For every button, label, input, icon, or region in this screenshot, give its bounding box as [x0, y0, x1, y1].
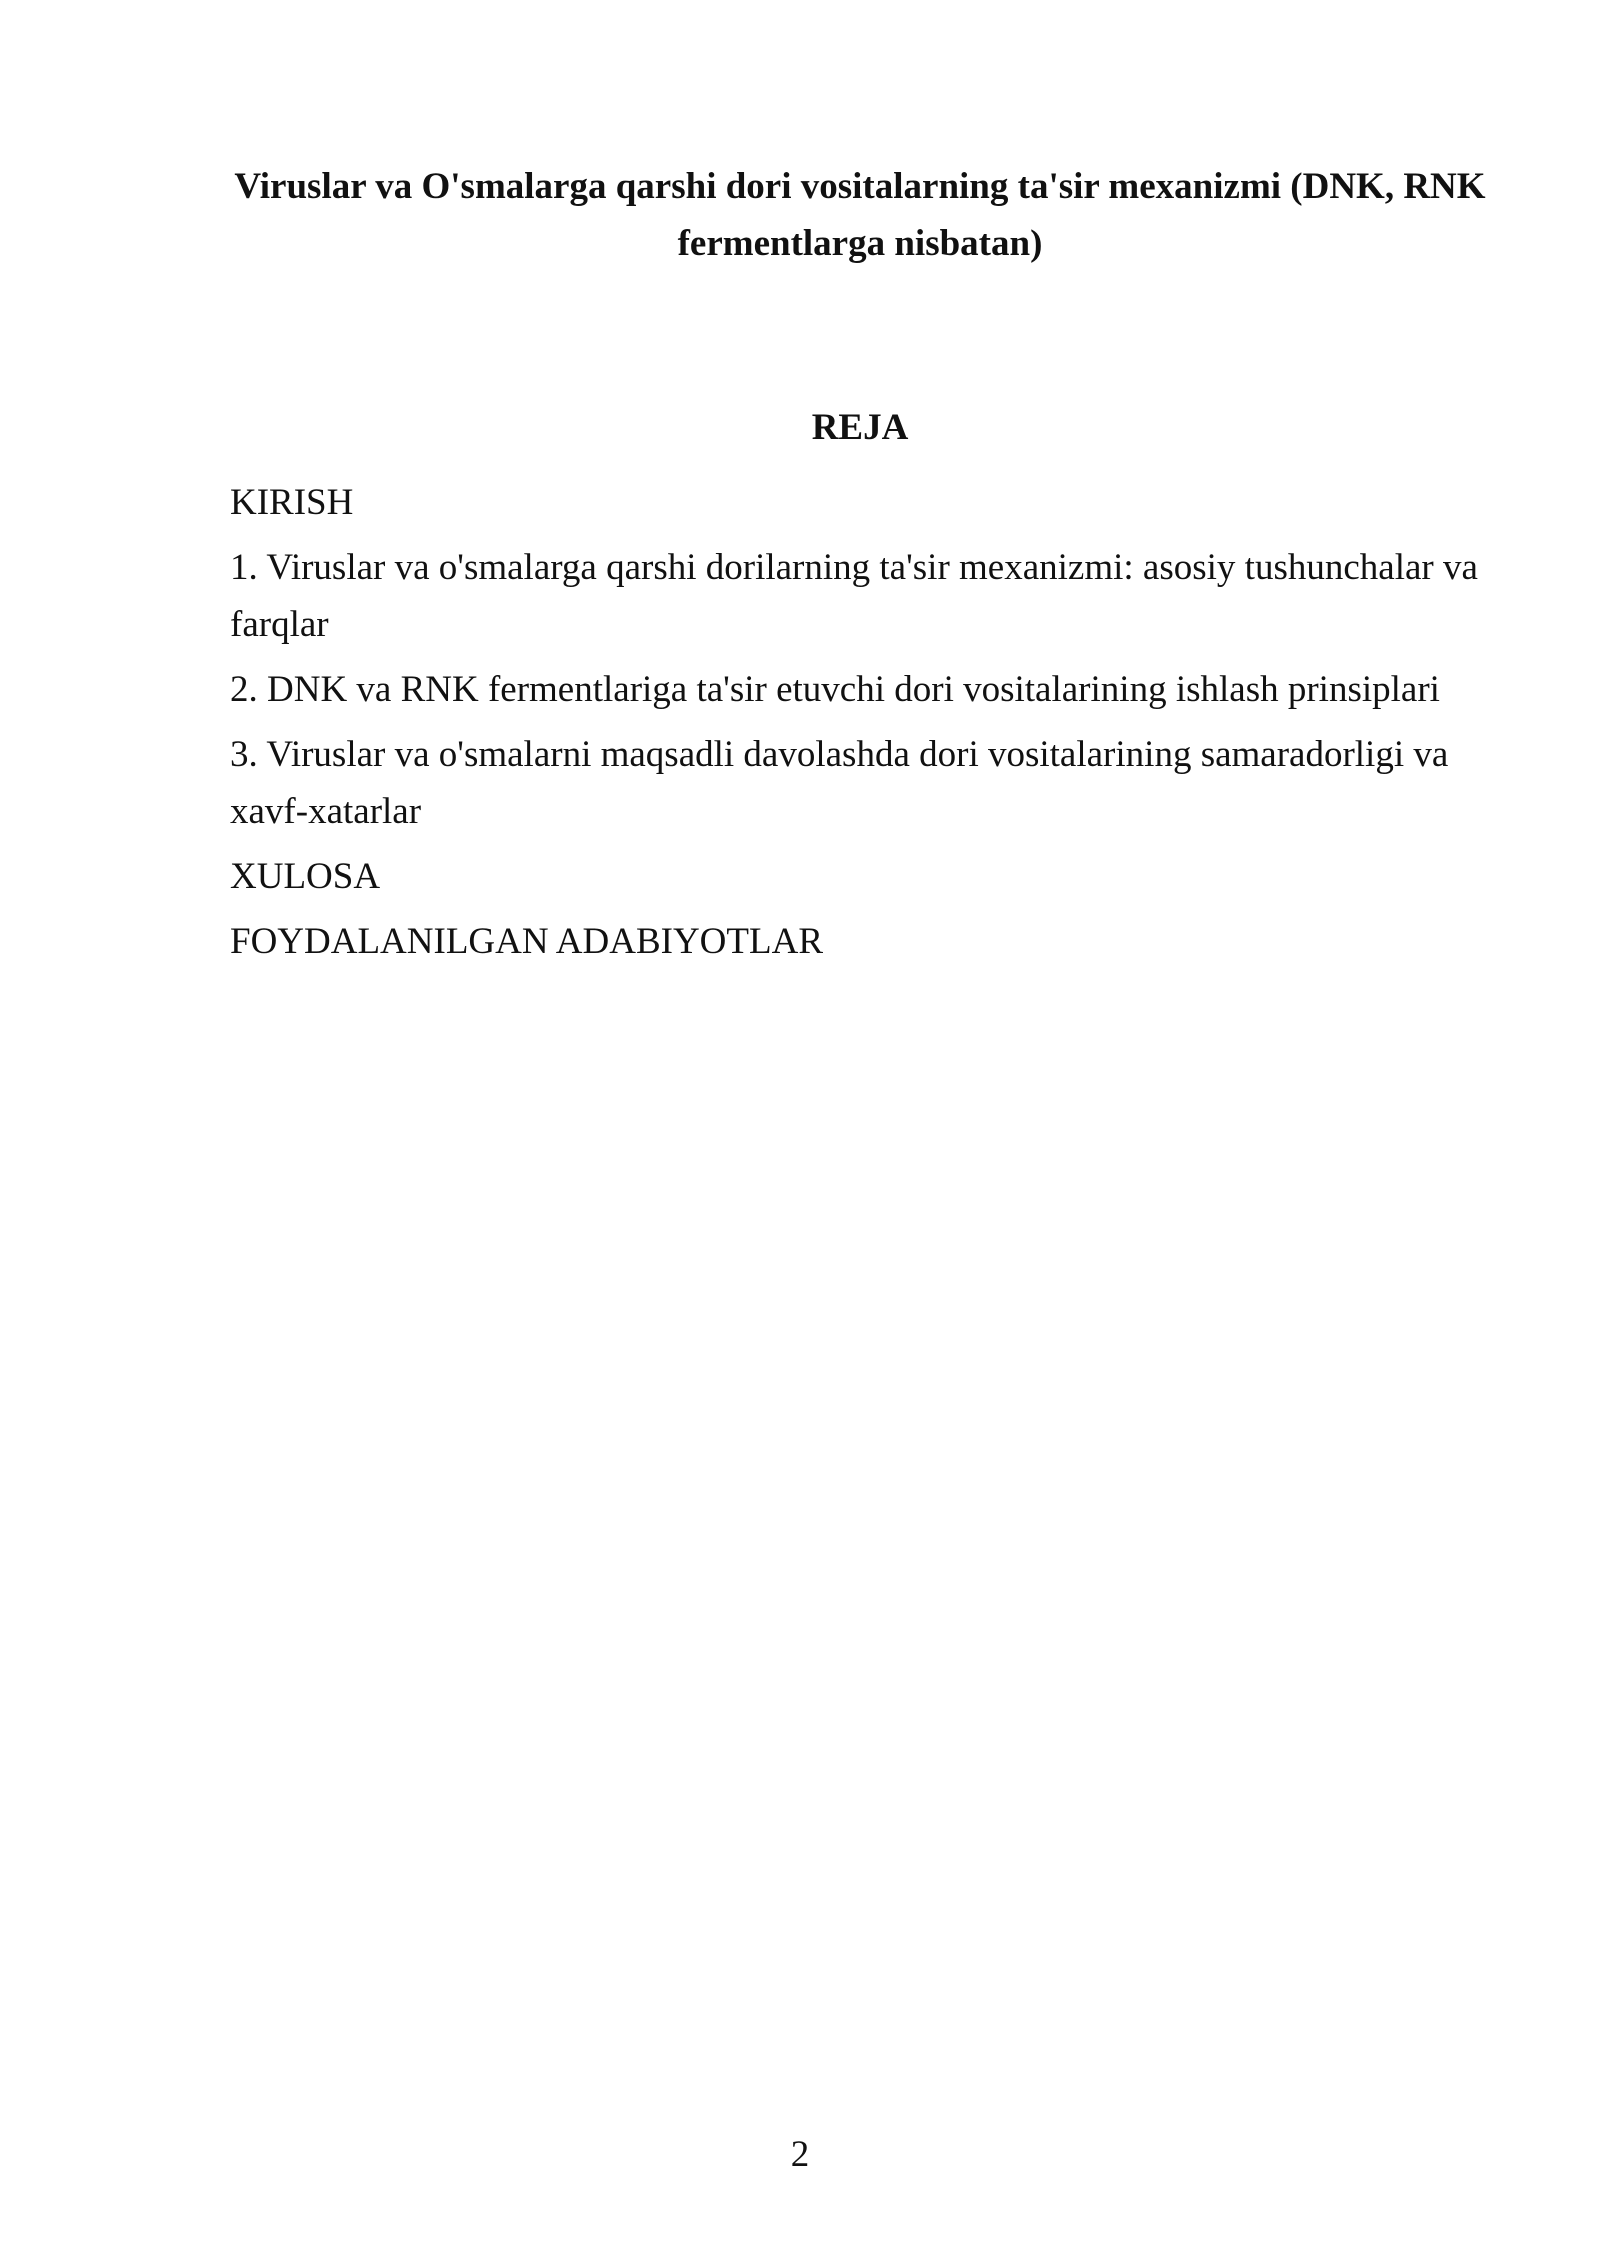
plan-item-3: 3. Viruslar va o'smalarni maqsadli davolashda dori vositalarining samaradorligi va xavf-xatarlar [230, 734, 1449, 832]
page-number: 2 [790, 2134, 810, 2175]
plan-item-introduction: KIRISH [230, 482, 354, 523]
plan-item-2: 2. DNK va RNK fermentlariga ta'sir etuvchi dori vositalarining ishlash prinsiplari [230, 669, 1440, 710]
plan-item-1: 1. Viruslar va o'smalarga qarshi dorilarning ta'sir mexanizmi: asosiy tushunchalar va farqlar [230, 547, 1478, 645]
plan-list [230, 474, 1490, 978]
plan-item-conclusion: XULOSA [230, 856, 381, 897]
plan-heading: REJA [811, 407, 909, 448]
plan-item-references: FOYDALANILGAN ADABIYOTLAR [230, 921, 823, 962]
document-title: Viruslar va O'smalarga qarshi dori vositalarning ta'sir mexanizmi (DNK, RNK fermentlarga nisbatan) [234, 166, 1486, 264]
